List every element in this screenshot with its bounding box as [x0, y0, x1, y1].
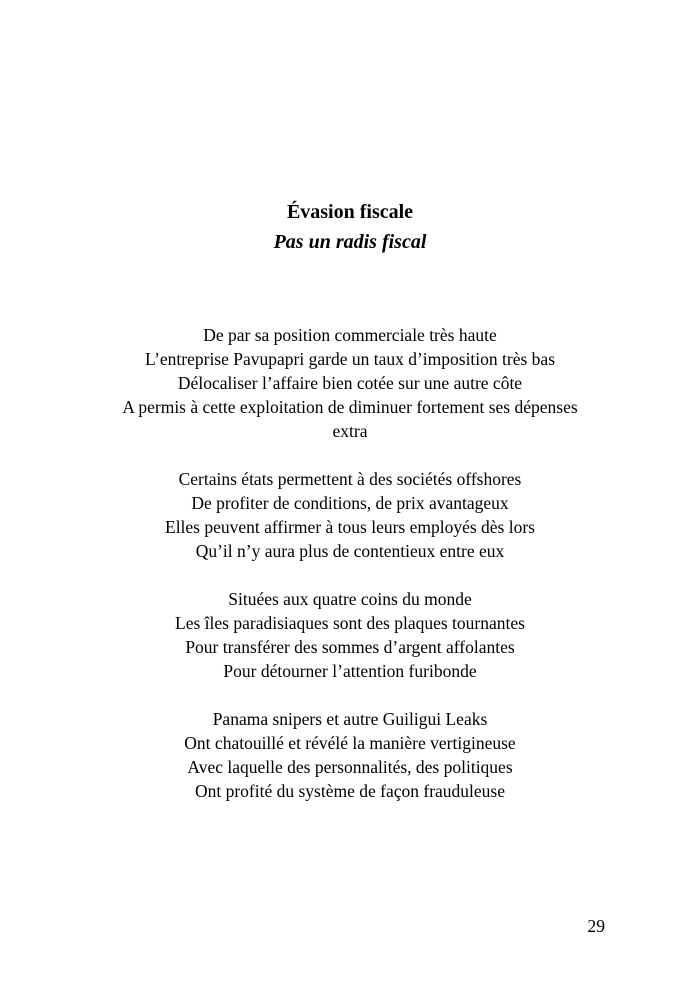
- poem-line: Panama snipers et autre Guiligui Leaks: [212, 709, 488, 729]
- poem-line: Pour transférer des sommes d’argent affolantes: [185, 637, 515, 657]
- poem-line: De profiter de conditions, de prix avantageux: [191, 493, 509, 513]
- poem-line: Qu’il n’y aura plus de contentieux entre eux: [195, 541, 505, 561]
- stanza: [0, 467, 700, 563]
- stanza: [0, 323, 700, 443]
- poem-title: Évasion fiscale: [286, 201, 414, 223]
- poem-line: Avec laquelle des personnalités, des politiques: [187, 757, 513, 777]
- poem-line: Pour détourner l’attention furibonde: [223, 661, 477, 681]
- stanza: [0, 587, 700, 683]
- poem-line: Les îles paradisiaques sont des plaques tournantes: [175, 613, 525, 633]
- stanza: [0, 707, 700, 803]
- poem-line: De par sa position commerciale très haute: [203, 325, 497, 345]
- poem-line: Ont chatouillé et révélé la manière vertigineuse: [184, 733, 516, 753]
- poem-line: L’entreprise Pavupapri garde un taux d’imposition très bas: [144, 349, 556, 369]
- poem-body: [0, 323, 700, 827]
- poem-line: Délocaliser l’affaire bien cotée sur une autre côte: [177, 373, 523, 393]
- poem-line: Certains états permettent à des sociétés offshores: [178, 469, 522, 489]
- poem-subtitle: Pas un radis fiscal: [273, 231, 427, 253]
- poem-line: extra: [332, 421, 368, 441]
- poem-line: Ont profité du système de façon frauduleuse: [194, 781, 506, 801]
- poem-line: Elles peuvent affirmer à tous leurs employés dès lors: [165, 517, 535, 537]
- poem-line: Situées aux quatre coins du monde: [228, 589, 472, 609]
- page-number: 29: [587, 916, 605, 936]
- poem-line: A permis à cette exploitation de diminuer fortement ses dépenses: [122, 397, 578, 417]
